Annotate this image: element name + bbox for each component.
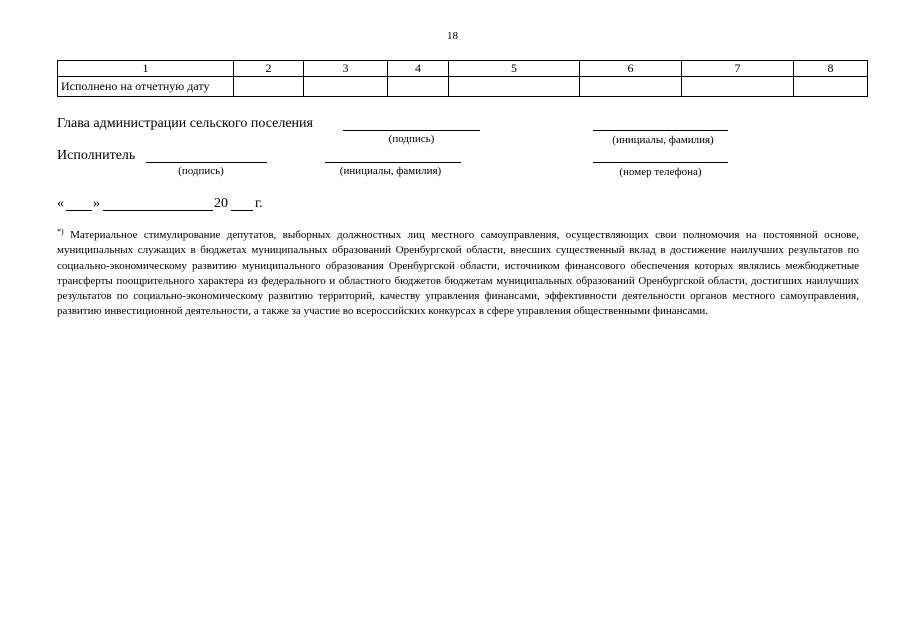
column-header: 7 (682, 61, 794, 77)
column-header: 2 (234, 61, 304, 77)
footnote (57, 228, 859, 320)
table-cell (234, 77, 304, 97)
table-cell (682, 77, 794, 97)
date-year-prefix: 20 (214, 196, 228, 211)
footnote-text: Материальное стимулирование депутатов, выборных должностных лиц местного самоуправления, осуществляющих свои полномочия на постоянной основе, муниципальных служащих в бюджетах муниципальных образований Оренбургской области, внесших существенный вклад в достижение наилучших результатов по социально-экономическому развитию муниципального образования Оренбургской области, источником финансового обеспечения которых являлись межбюджетные трансферты поощрительного характера из федерального и областного бюджетов бюджетам муниципальных образований Оренбургской области, достигших наилучших результатов по социально-экономическому развитию территорий, качеству управления финансами, эффективности деятельности органов местного самоуправления, развитию инвестиционной деятельности, а также за участие во всероссийских конкурсах в сфере управления общественными финансами. (57, 229, 859, 318)
report-table (57, 60, 868, 97)
executor-label: Исполнитель (57, 148, 136, 163)
date-year-line (231, 210, 253, 211)
head-signature-caption: (подпись) (388, 133, 435, 145)
table-row (58, 77, 868, 97)
table-cell (794, 77, 868, 97)
executor-phone-caption: (номер телефона) (619, 166, 702, 178)
executor-initials-caption: (инициалы, фамилия) (339, 165, 442, 177)
table-cell (449, 77, 580, 97)
column-header: 3 (304, 61, 388, 77)
column-header: 8 (794, 61, 868, 77)
date-close-quote: » (93, 196, 100, 211)
page-number: 18 (447, 30, 458, 42)
head-signature-line (343, 130, 480, 131)
head-initials-line (593, 130, 728, 131)
column-header: 4 (388, 61, 449, 77)
head-of-administration-label: Глава администрации сельского поселения (57, 116, 313, 131)
date-open-quote: « (57, 196, 64, 211)
date-day-line (66, 210, 92, 211)
table-cell (304, 77, 388, 97)
date-month-line (103, 210, 213, 211)
table-cell (388, 77, 449, 97)
column-header: 6 (580, 61, 682, 77)
column-header: 1 (58, 61, 234, 77)
executor-phone-line (593, 162, 728, 163)
head-initials-caption: (инициалы, фамилия) (612, 134, 714, 146)
executor-initials-line (325, 162, 461, 163)
table-cell (580, 77, 682, 97)
footnote-marker: *) (57, 227, 64, 236)
executor-signature-line (146, 162, 267, 163)
date-year-suffix: г. (255, 196, 263, 211)
table-header-row (58, 61, 868, 77)
row-label: Исполнено на отчетную дату (58, 77, 234, 97)
column-header: 5 (449, 61, 580, 77)
executor-signature-caption: (подпись) (178, 165, 224, 177)
